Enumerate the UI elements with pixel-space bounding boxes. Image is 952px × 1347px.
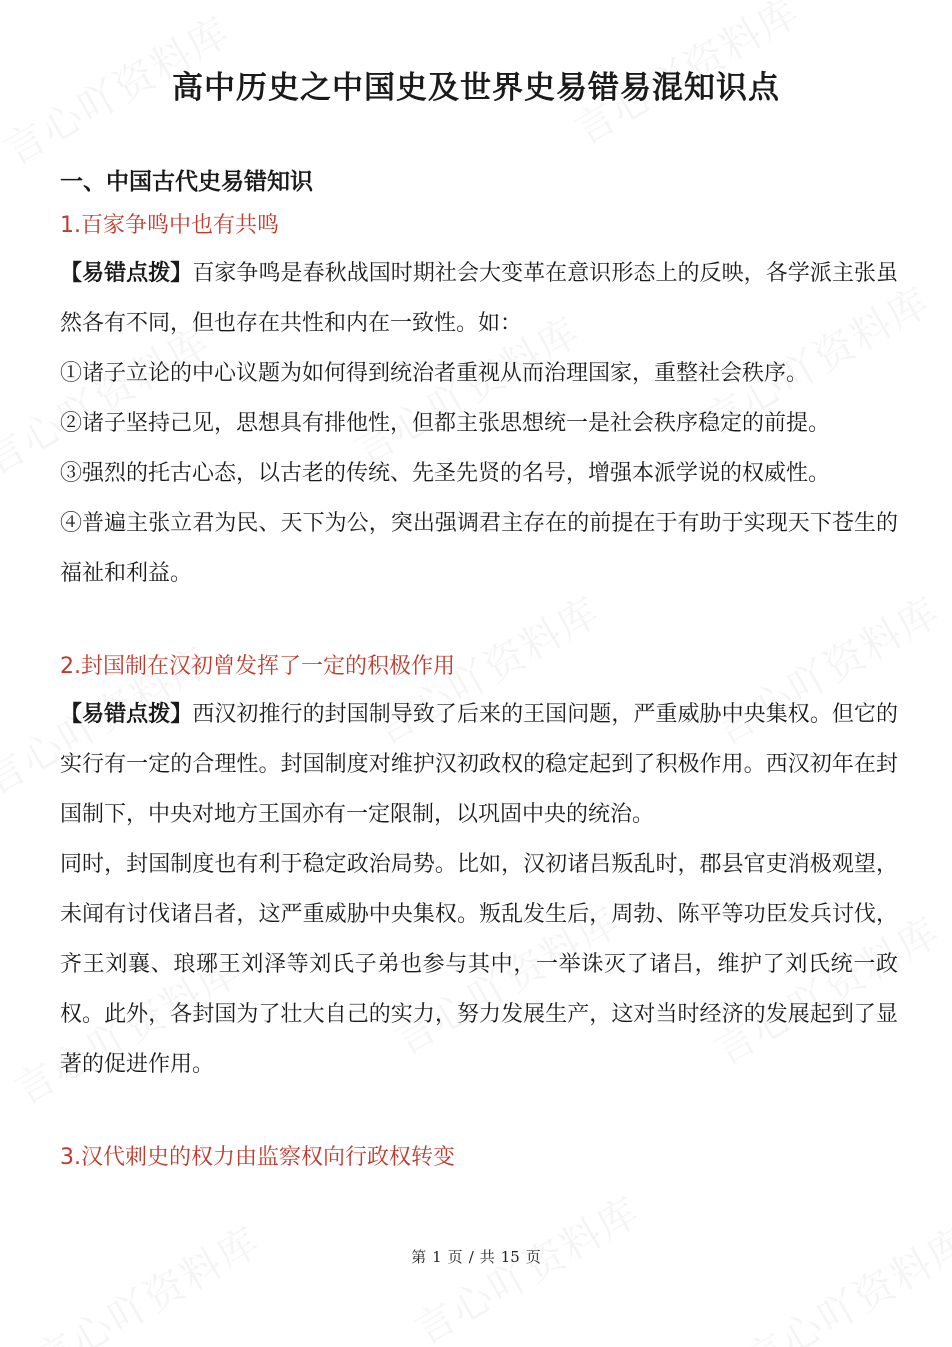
- page-total: 15: [500, 1248, 520, 1266]
- item-1-lead: [60, 248, 898, 349]
- item-heading-2: 2.封国制在汉初曾发挥了一定的积极作用: [60, 654, 455, 679]
- tip-tag: 【易错点拨】: [60, 701, 193, 727]
- footer-total-unit: 页: [525, 1248, 541, 1266]
- footer-separator: /: [468, 1248, 474, 1266]
- footer-page-unit: 页: [447, 1248, 463, 1266]
- footer-total-prefix: 共: [479, 1248, 495, 1266]
- point-3: ③强烈的托古心态，以古老的传统、先圣先贤的名号，增强本派学说的权威性。: [60, 461, 831, 486]
- section-heading: 一、中国古代史易错知识: [60, 168, 313, 195]
- spacer: [60, 599, 898, 645]
- page-footer: [0, 1246, 952, 1267]
- watermark: [23, 1211, 270, 1347]
- item-heading-3: 3.汉代刺史的权力由监察权向行政权转变: [60, 1145, 455, 1170]
- item-2-extra: 同时，封国制度也有利于稳定政治局势。比如，汉初诸吕叛乱时，郡县官吏消极观望，未闻有讨伐诸吕者，这严重威胁中央集权。叛乱发生后，周勃、陈平等功臣发兵讨伐，齐王刘襄、琅琊王刘泽等刘氏子弟也参与其中，一举诛灭了诸吕，维护了刘氏统一政权。此外，各封国为了壮大自己的实力，努力发展生产，这对当时经济的发展起到了显著的促进作用。: [60, 852, 898, 1077]
- point-2: ②诸子坚持己见，思想具有排他性，但都主张思想统一是社会秩序稳定的前提。: [60, 411, 831, 436]
- point-4: ④普遍主张立君为民、天下为公，突出强调君主存在的前提在于有助于实现天下苍生的福祉和利益。: [60, 511, 898, 586]
- lead-text: 百家争鸣是春秋战国时期社会大变革在意识形态上的反映，各学派主张虽然各有不同，但也存在共性和内在一致性。如：: [60, 261, 898, 336]
- spacer: [60, 1090, 898, 1136]
- page-number: 1: [432, 1248, 442, 1266]
- tip-tag: 【易错点拨】: [60, 260, 193, 286]
- document-title: 高中历史之中国史及世界史易错易混知识点: [172, 70, 780, 106]
- document-body: [60, 160, 898, 1180]
- point-1: ①诸子立论的中心议题为如何得到统治者重视从而治理国家，重整社会秩序。: [60, 361, 809, 386]
- item-heading-1: 1.百家争鸣中也有共鸣: [60, 213, 279, 238]
- item-2-lead: [60, 689, 898, 840]
- watermark: [733, 1211, 952, 1347]
- footer-prefix: 第: [411, 1248, 427, 1266]
- lead-text: 西汉初推行的封国制导致了后来的王国问题，严重威胁中央集权。但它的实行有一定的合理性。封国制度对维护汉初政权的稳定起到了积极作用。西汉初年在封国制下，中央对地方王国亦有一定限制，以巩固中央的统治。: [60, 702, 898, 827]
